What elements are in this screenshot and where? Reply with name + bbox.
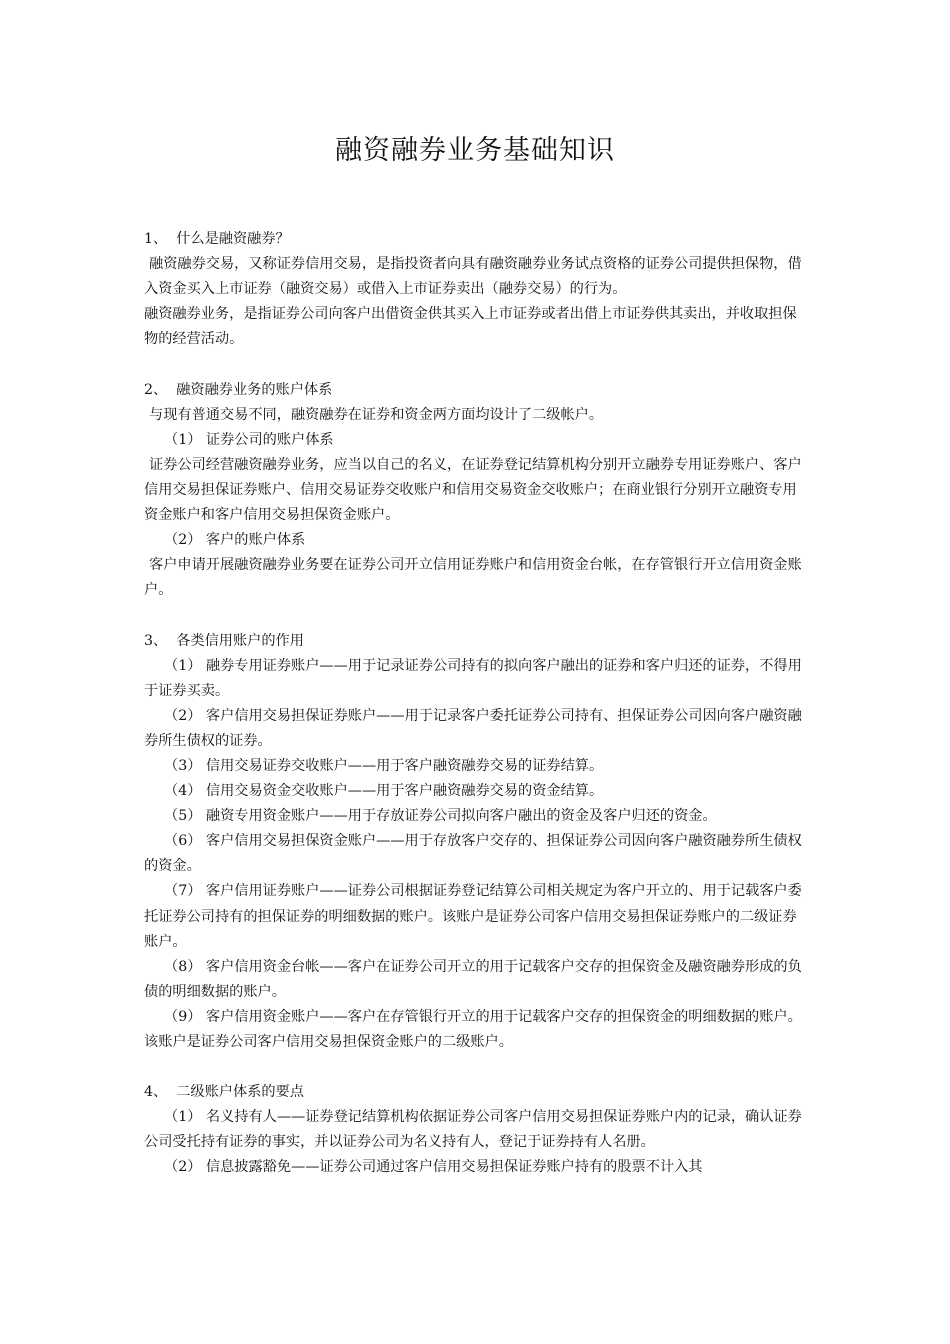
list-item: （6） 客户信用交易担保资金账户——用于存放客户交存的、担保证券公司因向客户融资融券所生债权的资金。	[144, 833, 802, 875]
section-heading: 4、 二级账户体系的要点	[144, 1084, 304, 1101]
subheading: （1） 证券公司的账户体系	[164, 431, 334, 448]
list-item: （2） 客户信用交易担保证券账户——用于记录客户委托证券公司持有、担保证券公司因向客户融资融券所生债权的证券。	[144, 707, 802, 749]
list-item: （5） 融资专用资金账户——用于存放证券公司拟向客户融出的资金及客户归还的资金。	[164, 808, 717, 825]
paragraph: 与现有普通交易不同，融资融券在证券和资金两方面均设计了二级帐户。	[149, 406, 604, 423]
document-body	[144, 227, 806, 1181]
subheading: （2） 客户的账户体系	[164, 532, 306, 549]
section-spacer	[144, 1055, 806, 1080]
paragraph: 客户申请开展融资融券业务要在证券公司开立信用证券账户和信用资金台帐，在存管银行开立信用资金账户。	[144, 557, 802, 599]
list-item: （9） 客户信用资金账户——客户在存管银行开立的用于记载客户交存的担保资金的明细数据的账户。该账户是证券公司客户信用交易担保资金账户的二级账户。	[144, 1008, 802, 1050]
list-item: （3） 信用交易证券交收账户——用于客户融资融券交易的证券结算。	[164, 757, 604, 774]
section-heading: 3、 各类信用账户的作用	[144, 632, 304, 649]
paragraph: 融资融券交易，又称证券信用交易，是指投资者向具有融资融券业务试点资格的证券公司提供担保物，借入资金买入上市证券（融资交易）或借入上市证券卖出（融券交易）的行为。	[144, 256, 802, 298]
section-heading: 2、 融资融券业务的账户体系	[144, 381, 333, 398]
list-item: （1） 融券专用证券账户——用于记录证券公司持有的拟向客户融出的证券和客户归还的证券，不得用于证券买卖。	[144, 657, 802, 699]
list-item: （1） 名义持有人——证券登记结算机构依据证券公司客户信用交易担保证券账户内的记录，确认证券公司受托持有证券的事实，并以证券公司为名义持有人，登记于证券持有人名册。	[144, 1109, 802, 1151]
section-spacer	[144, 352, 806, 377]
section-heading: 1、 什么是融资融券？	[144, 231, 290, 247]
section-spacer	[144, 603, 806, 628]
list-item: （4） 信用交易资金交收账户——用于客户融资融券交易的资金结算。	[164, 783, 604, 800]
list-item: （7） 客户信用证券账户——证券公司根据证券登记结算公司相关规定为客户开立的、用于记载客户委托证券公司持有的担保证券的明细数据的账户。该账户是证券公司客户信用交易担保证券账户的二级证券账户。	[144, 883, 802, 950]
list-item: （2） 信息披露豁免——证券公司通过客户信用交易担保证券账户持有的股票不计入其	[164, 1159, 703, 1176]
document-title: 融资融券业务基础知识	[335, 135, 615, 166]
paragraph: 融资融券业务，是指证券公司向客户出借资金供其买入上市证券或者出借上市证券供其卖出，并收取担保物的经营活动。	[144, 306, 797, 348]
list-item: （8） 客户信用资金台帐——客户在证券公司开立的用于记载客户交存的担保资金及融资融券形成的负债的明细数据的账户。	[144, 958, 802, 1000]
paragraph: 证券公司经营融资融券业务，应当以自己的名义，在证券登记结算机构分别开立融券专用证券账户、客户信用交易担保证券账户、信用交易证券交收账户和信用交易资金交收账户；在商业银行分别开立融资专用资金账户和客户信用交易担保资金账户。	[144, 456, 802, 524]
